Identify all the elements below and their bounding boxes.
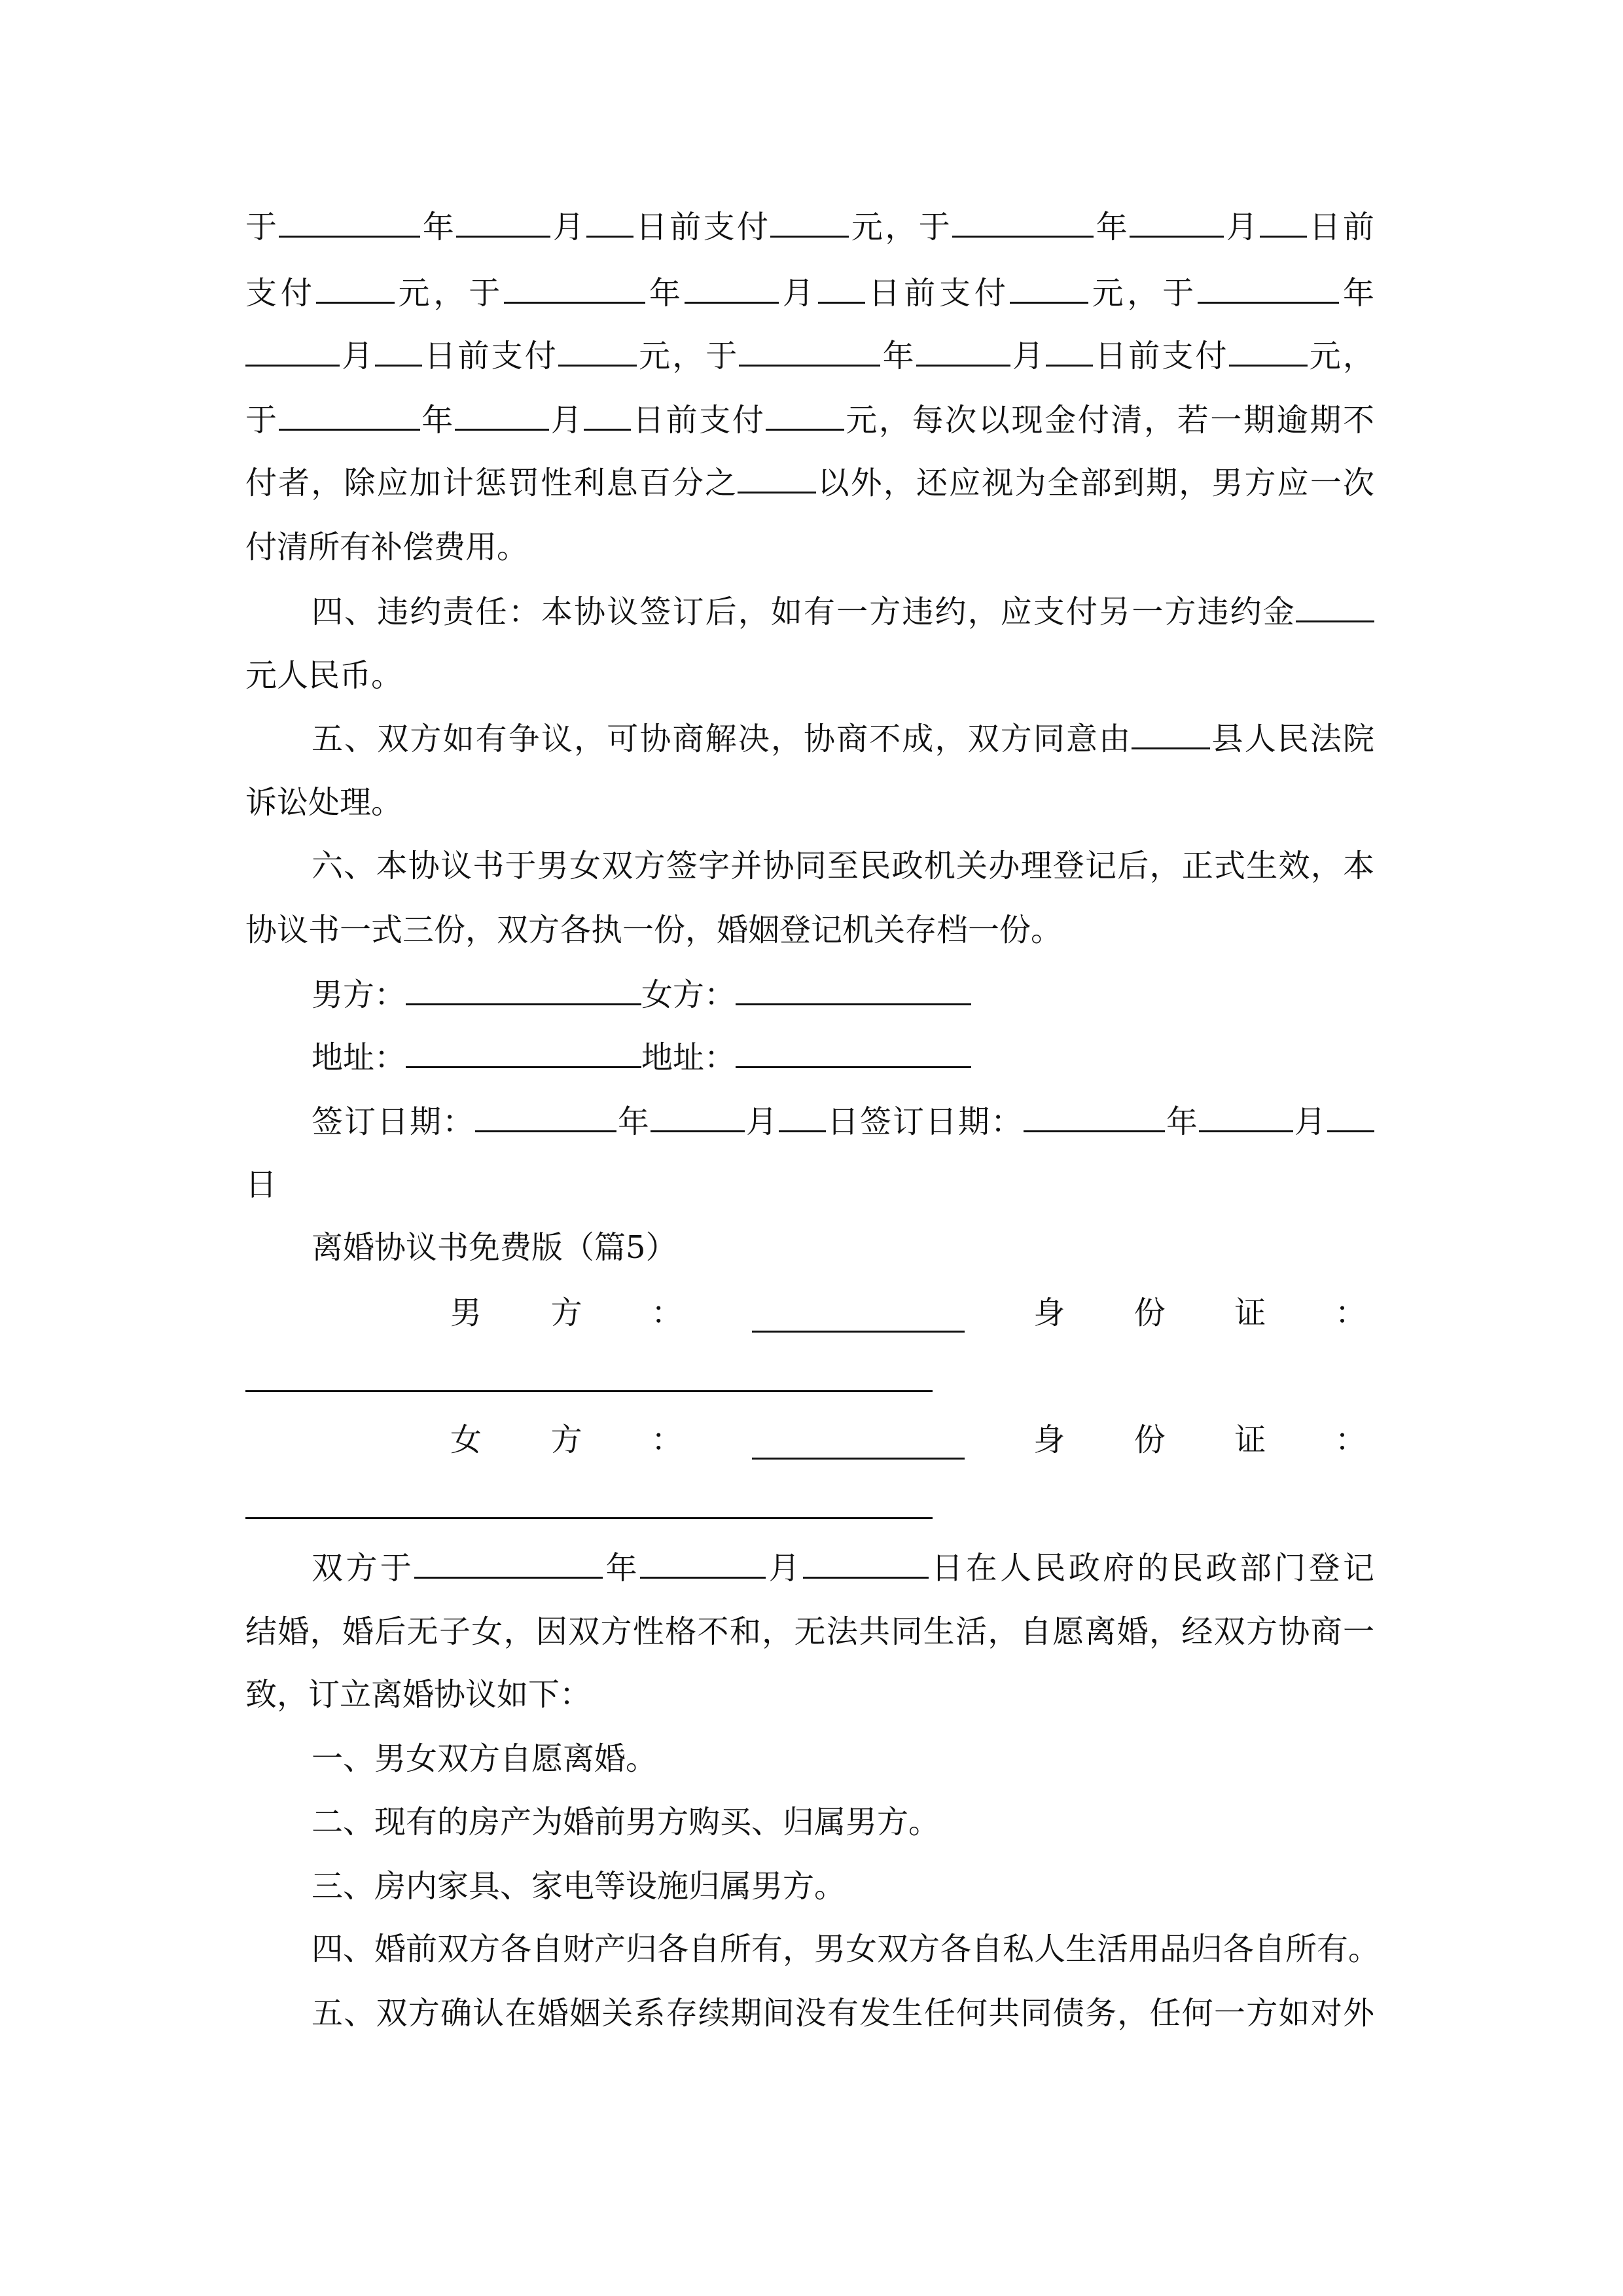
blank-field (1327, 1102, 1374, 1132)
blank-rule (245, 1517, 933, 1519)
blank-field (752, 1429, 965, 1460)
blank-field (685, 273, 779, 304)
blank-field (1010, 273, 1088, 304)
blank-field (1260, 207, 1307, 238)
blank-field (738, 463, 816, 493)
blank-field (766, 400, 844, 431)
blank-field (375, 336, 422, 367)
blank-field (406, 1037, 641, 1068)
blank-field (455, 400, 549, 431)
label-char: ： (1334, 1295, 1366, 1331)
text-line: 月 日前支付 元，于 年 月 日前支付 元， (245, 336, 1374, 376)
blank-field (586, 207, 633, 238)
label-char: 证 (1234, 1422, 1266, 1458)
label-char: 女 (450, 1422, 482, 1458)
signature-line-address: 地址： 地址： (312, 1037, 1374, 1077)
text-line: 付者，除应加计惩罚性利息百分之 以外，还应视为全部到期，男方应一次 (245, 463, 1374, 503)
blank-field (1199, 1102, 1293, 1132)
label-char: 证 (1234, 1295, 1266, 1331)
clause-5: 五、双方如有争议，可协商解决，协商不成，双方同意由 县人民法院 (312, 719, 1374, 759)
blank-field (1130, 207, 1224, 238)
section-title: 离婚协议书免费版（篇5） (312, 1229, 677, 1266)
blank-field (1198, 273, 1339, 304)
blank-field (770, 207, 849, 238)
blank-field (752, 1302, 965, 1333)
blank-field (640, 1548, 766, 1579)
male-party-row (450, 1293, 1366, 1333)
clause-2: 二、现有的房产为婚前男方购买、归属男方。 (312, 1804, 940, 1840)
blank-field (1132, 719, 1210, 749)
signature-line-parties: 男方： 女方： (312, 975, 1374, 1014)
label-char: 方 (550, 1295, 582, 1331)
label-char: ： (651, 1422, 683, 1458)
text-line: 诉讼处理。 (245, 784, 403, 821)
blank-field (779, 1102, 826, 1132)
label-char: ： (1334, 1422, 1366, 1458)
blank-field (504, 273, 645, 304)
text-line: 支付 元，于 年 月 日前支付 元，于 年 (245, 273, 1374, 313)
label-char: ： (651, 1295, 683, 1331)
label-char: 身 (1033, 1422, 1065, 1458)
blank-field (245, 336, 340, 367)
blank-field (651, 1102, 745, 1132)
label-char: 方 (550, 1422, 582, 1458)
blank-field (736, 1037, 971, 1068)
text-line: 于 年 月 日前支付 元，于 年 月 日前 (245, 207, 1374, 247)
blank-field (475, 1102, 616, 1132)
label-char: 份 (1133, 1422, 1166, 1458)
blank-field (558, 336, 637, 367)
blank-field (316, 273, 395, 304)
blank-field (1046, 336, 1093, 367)
text-line: 致，订立离婚协议如下： (245, 1676, 592, 1713)
blank-field (736, 975, 971, 1005)
blank-field (952, 207, 1094, 238)
female-party-row (450, 1420, 1366, 1460)
text-line: 元人民币。 (245, 657, 403, 694)
clause-6: 六、本协议书于男女双方签字并协同至民政机关办理登记后，正式生效，本 (312, 848, 1374, 884)
blank-field (818, 273, 865, 304)
text-line: 双方于 年 月 日在人民政府的民政部门登记 (312, 1548, 1374, 1588)
blank-field (279, 207, 420, 238)
signature-line-date: 签订日期： 年 月 日签订日期： 年 月 (312, 1102, 1374, 1141)
text-line: 付清所有补偿费用。 (245, 529, 529, 565)
blank-rule (245, 1390, 933, 1392)
text-line: 结婚，婚后无子女，因双方性格不和，无法共同生活，自愿离婚，经双方协商一 (245, 1613, 1374, 1650)
blank-field (584, 400, 631, 431)
clause-3: 三、房内家具、家电等设施归属男方。 (312, 1868, 846, 1905)
blank-field (456, 207, 550, 238)
clause-1: 一、男女双方自愿离婚。 (312, 1740, 658, 1777)
label-char: 身 (1033, 1295, 1065, 1331)
text-line: 日 (245, 1166, 277, 1203)
blank-field (279, 400, 420, 431)
text-line: 协议书一式三份，双方各执一份，婚姻登记机关存档一份。 (245, 912, 1063, 948)
clause-5b: 五、双方确认在婚姻关系存续期间没有发生任何共同债务，任何一方如对外 (312, 1995, 1374, 2032)
blank-field (414, 1548, 603, 1579)
clause-4: 四、违约责任：本协议签订后，如有一方违约，应支付另一方违约金 (312, 592, 1374, 632)
blank-field (739, 336, 880, 367)
clause-4b: 四、婚前双方各自财产归各自所有，男女双方各自私人生活用品归各自所有。 (312, 1931, 1380, 1967)
label-char: 份 (1133, 1295, 1166, 1331)
label-char: 男 (450, 1295, 482, 1331)
text-line: 于 年 月 日前支付 元，每次以现金付清，若一期逾期不 (245, 400, 1374, 440)
blank-field (916, 336, 1010, 367)
blank-field (1024, 1102, 1165, 1132)
blank-field (1229, 336, 1308, 367)
blank-field (406, 975, 641, 1005)
blank-field (803, 1548, 929, 1579)
blank-field (1296, 592, 1374, 622)
